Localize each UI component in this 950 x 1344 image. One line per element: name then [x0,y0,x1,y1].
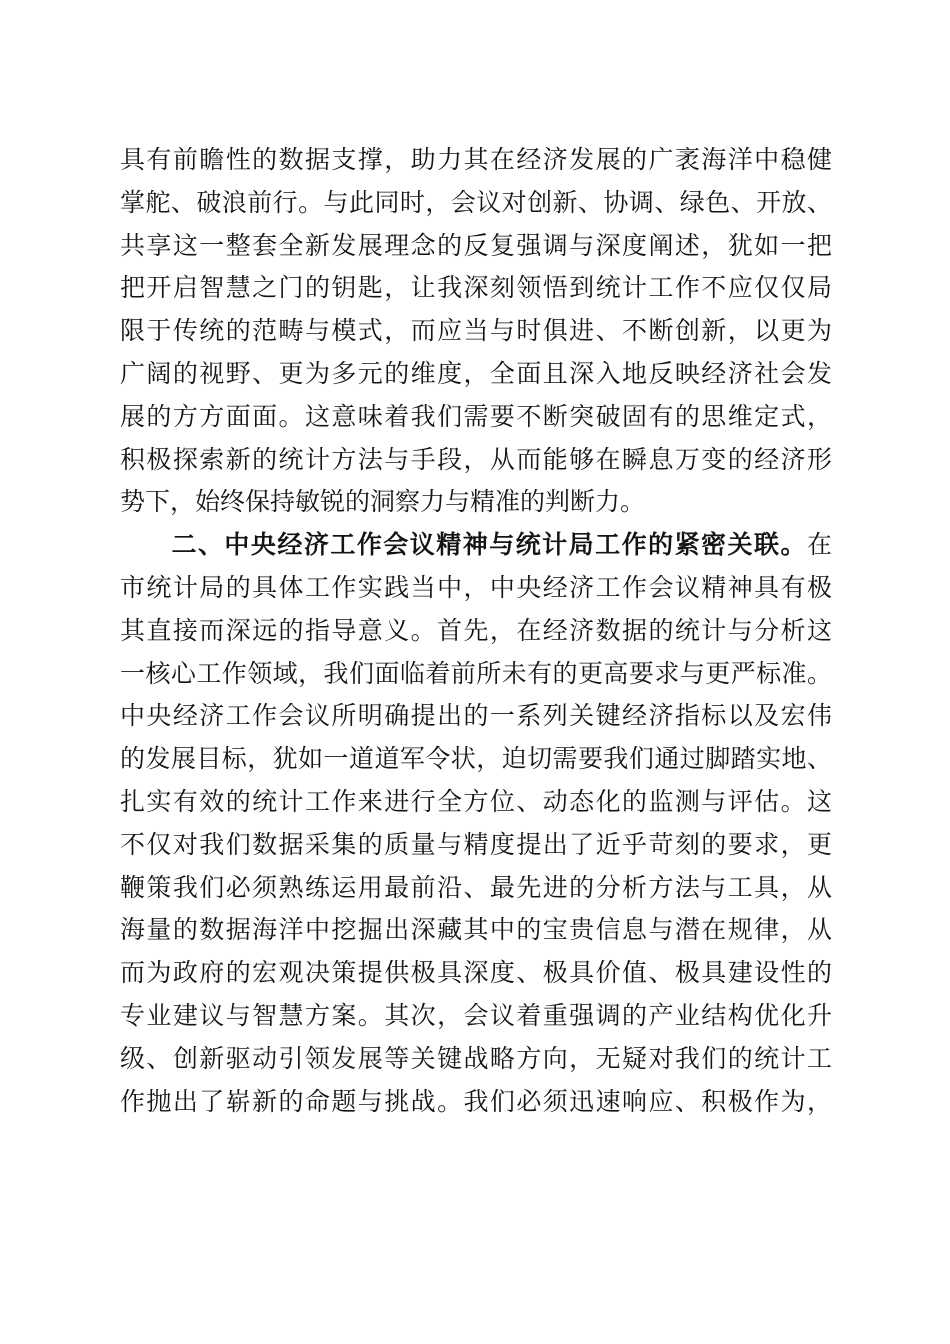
section-heading-tail: 在 [806,530,832,560]
paragraph-line: 其直接而深远的指导意义。首先，在经济数据的统计与分析这 [120,615,832,645]
paragraph-line: 扎实有效的统计工作来进行全方位、动态化的监测与评估。这 [120,786,832,816]
section-heading: 二、中央经济工作会议精神与统计局工作的紧密关联。 [170,530,807,560]
paragraph-line: 限于传统的范畴与模式，而应当与时俱进、不断创新，以更为 [120,316,832,346]
paragraph-line: 而为政府的宏观决策提供极具深度、极具价值、极具建设性的 [120,958,832,988]
paragraph-line: 鞭策我们必须熟练运用最前沿、最先进的分析方法与工具，从 [120,872,832,902]
paragraph-line: 市统计局的具体工作实践当中，中央经济工作会议精神具有极 [120,572,832,602]
paragraph-line: 级、创新驱动引领发展等关键战略方向，无疑对我们的统计工 [120,1043,832,1073]
paragraph-line: 掌舵、破浪前行。与此同时，会议对创新、协调、绿色、开放、 [120,187,832,217]
paragraph-line: 中央经济工作会议所明确提出的一系列关键经济指标以及宏伟 [120,701,832,731]
paragraph-line: 把开启智慧之门的钥匙，让我深刻领悟到统计工作不应仅仅局 [120,273,832,303]
document-body [120,139,832,1123]
paragraph-line: 积极探索新的统计方法与手段，从而能够在瞬息万变的经济形 [120,444,832,474]
section-heading-line [120,524,832,567]
paragraph-line: 不仅对我们数据采集的质量与精度提出了近乎苛刻的要求，更 [120,829,832,859]
paragraph-line: 作抛出了崭新的命题与挑战。我们必须迅速响应、积极作为， [120,1086,832,1116]
paragraph-line: 专业建议与智慧方案。其次，会议着重强调的产业结构优化升 [120,1000,832,1030]
paragraph-line: 一核心工作领域，我们面临着前所未有的更高要求与更严标准。 [120,658,832,688]
paragraph-line: 的发展目标，犹如一道道军令状，迫切需要我们通过脚踏实地、 [120,744,832,774]
paragraph-line: 具有前瞻性的数据支撑，助力其在经济发展的广袤海洋中稳健 [120,145,832,174]
paragraph-line: 展的方方面面。这意味着我们需要不断突破固有的思维定式， [120,401,832,431]
paragraph-line: 共享这一整套全新发展理念的反复强调与深度阐述，犹如一把 [120,230,832,260]
paragraph-line: 势下，始终保持敏锐的洞察力与精准的判断力。 [120,487,646,517]
paragraph-line: 海量的数据海洋中挖掘出深藏其中的宝贵信息与潜在规律，从 [120,915,832,945]
paragraph-line: 广阔的视野、更为多元的维度，全面且深入地反映经济社会发 [120,358,832,388]
